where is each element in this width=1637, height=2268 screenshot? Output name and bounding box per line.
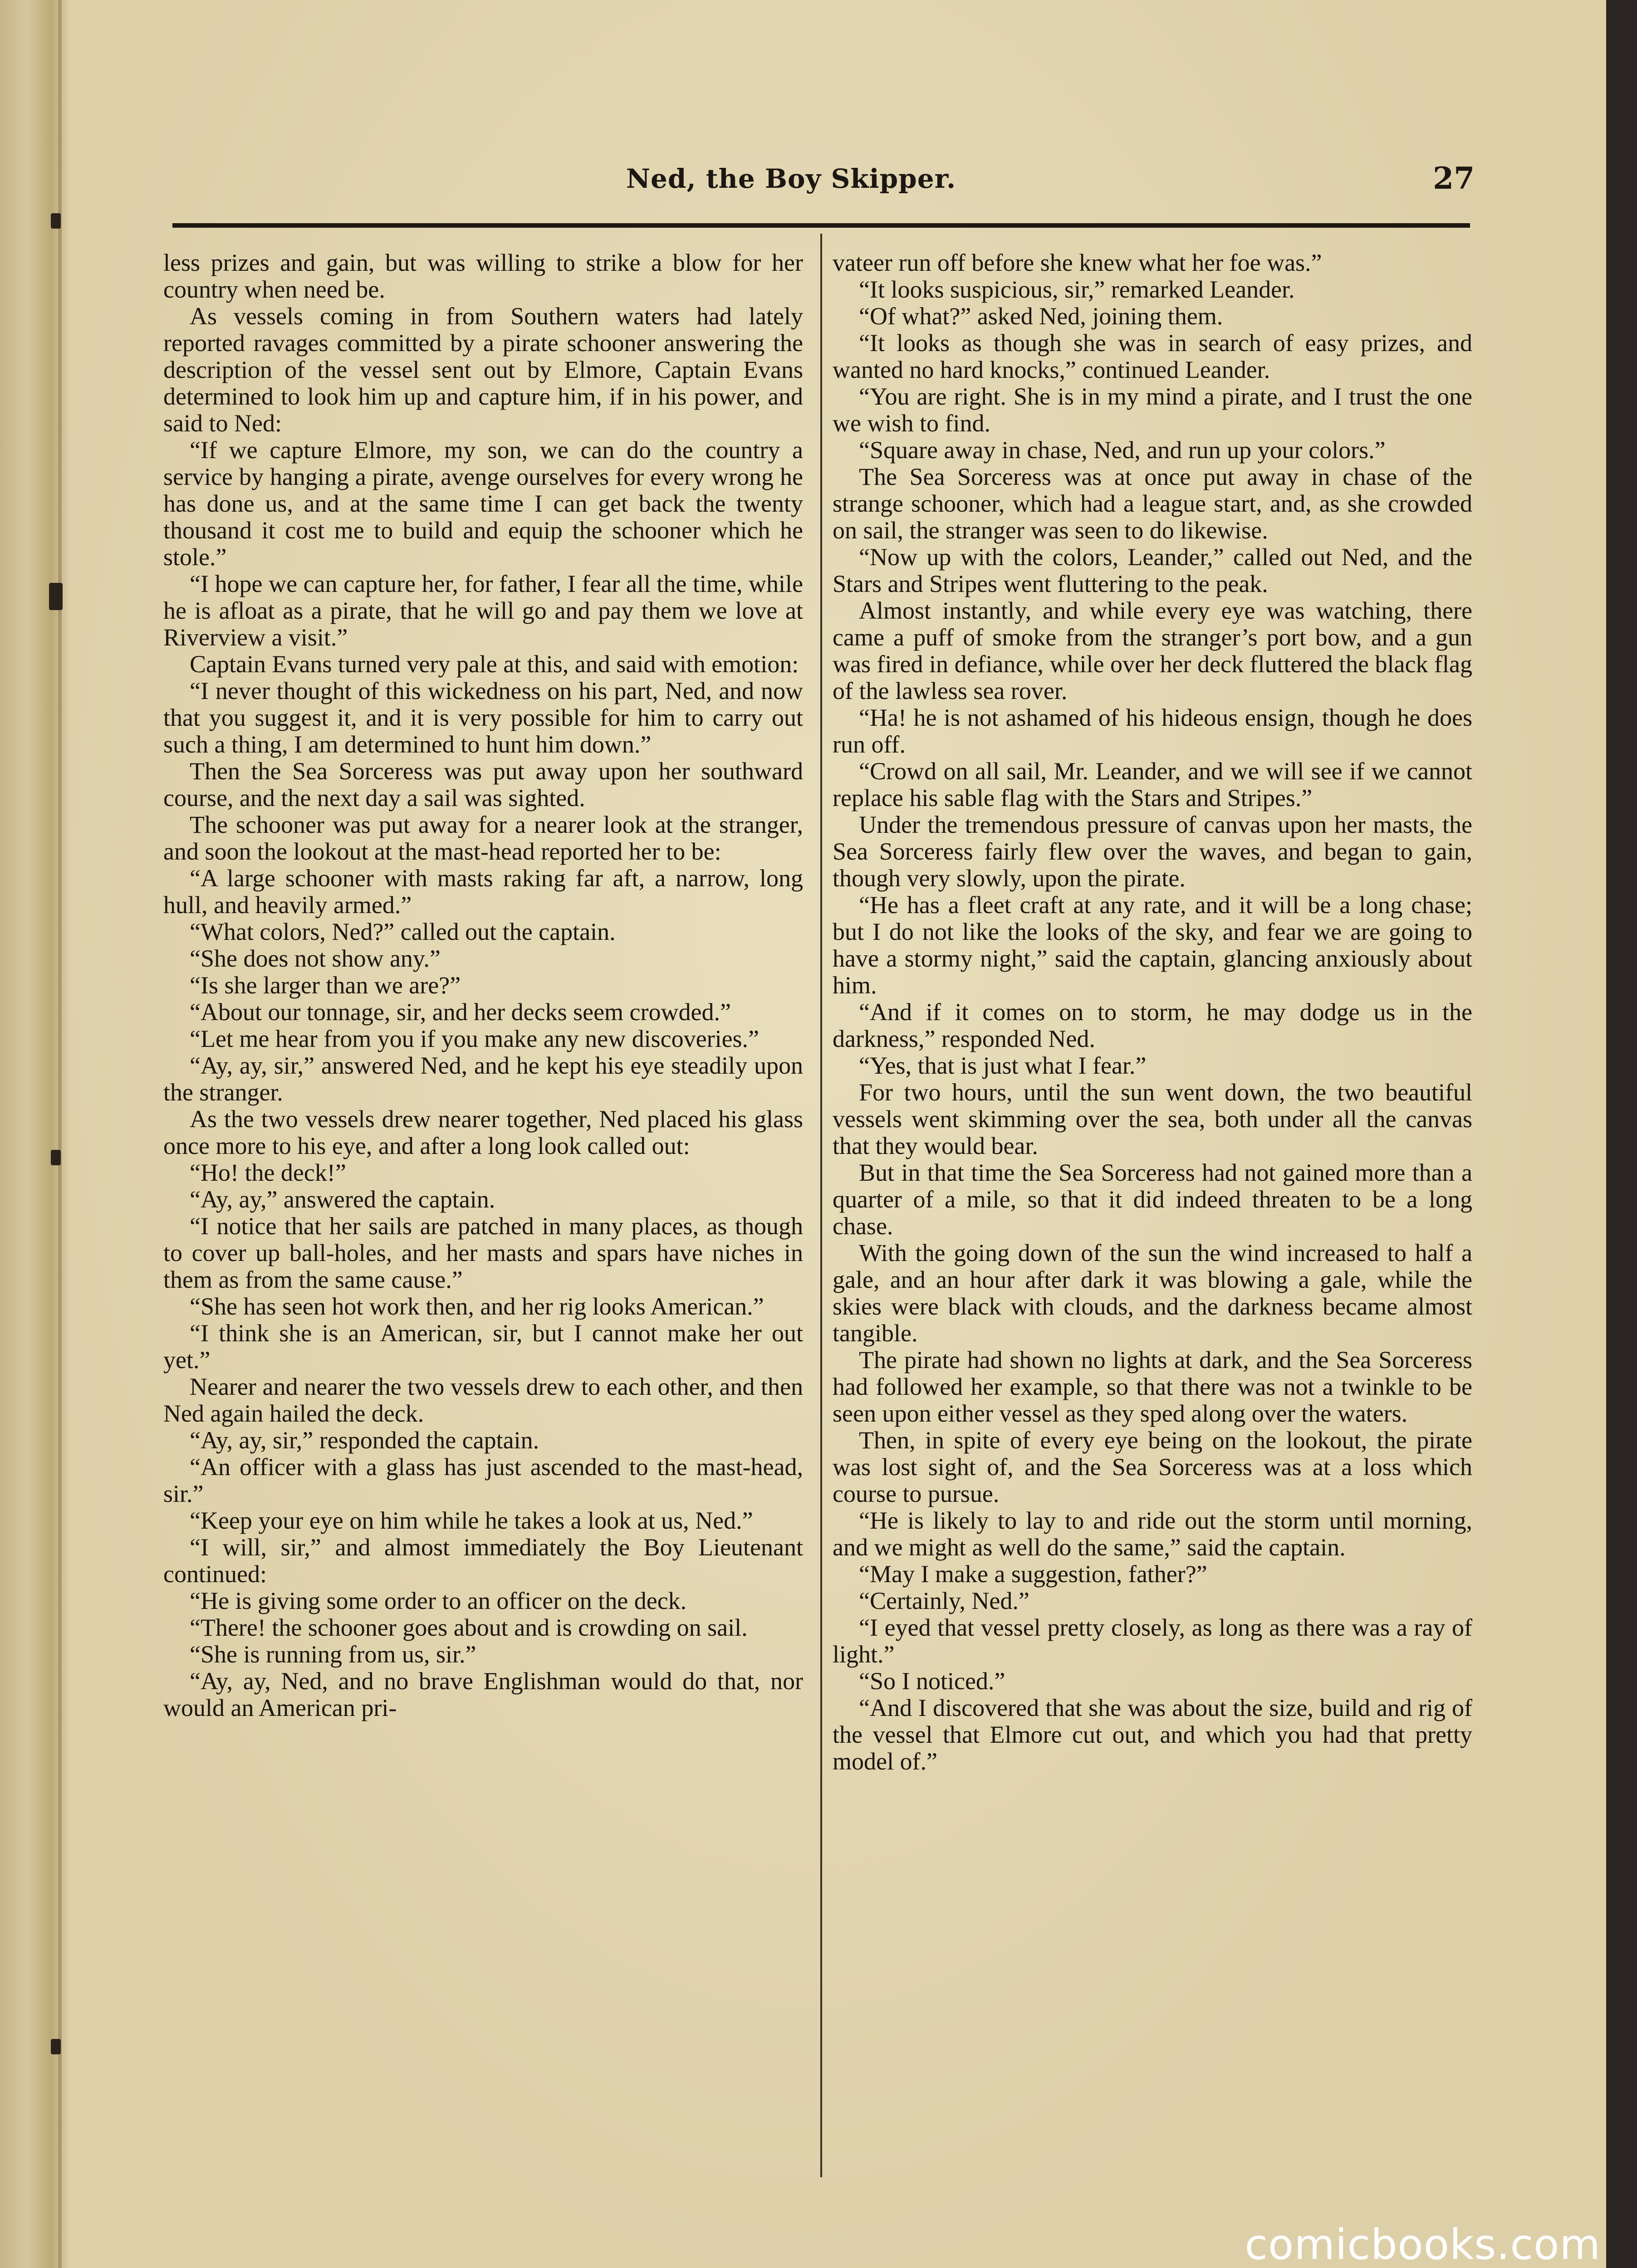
paragraph: Then the Sea Sorceress was put away upon her southward course, and the next day a sail was sighted. bbox=[163, 758, 803, 811]
paragraph: The Sea Sorceress was at once put away in chase of the strange schooner, which had a league start, and, as she crowded on sail, the stranger was seen to do likewise. bbox=[833, 463, 1472, 544]
paragraph: “Of what?” asked Ned, joining them. bbox=[859, 303, 1223, 330]
paragraph: “If we capture Elmore, my son, we can do the country a service by hanging a pirate, avenge ourselves for every wrong he has done us, and at the same time I can get back the twenty thousand it cost me to build and equip the schooner which he stole.” bbox=[163, 436, 803, 571]
paragraph: “There! the schooner goes about and is crowding on sail. bbox=[190, 1614, 748, 1641]
paragraph: “A large schooner with masts raking far aft, a narrow, long hull, and heavily armed.” bbox=[163, 865, 803, 919]
page-number: 27 bbox=[1433, 161, 1475, 196]
paragraph: Almost instantly, and while every eye was watching, there came a puff of smoke from the stranger’s port bow, and a gun was fired in defiance, while over her deck fluttered the black flag of the lawless sea rover. bbox=[833, 597, 1472, 704]
paragraph: “She is running from us, sir.” bbox=[190, 1641, 476, 1668]
paragraph: “Crowd on all sail, Mr. Leander, and we will see if we cannot replace his sable flag with the Stars and Stripes.” bbox=[833, 758, 1472, 811]
paragraph: Nearer and nearer the two vessels drew to each other, and then Ned again hailed the deck. bbox=[163, 1373, 803, 1427]
column-divider bbox=[820, 234, 822, 2177]
paragraph: “It looks suspicious, sir,” remarked Leander. bbox=[859, 276, 1295, 303]
binding-fold-line bbox=[58, 0, 62, 2268]
paragraph: “Is she larger than we are?” bbox=[190, 972, 461, 999]
paragraph: As the two vessels drew nearer together, Ned placed his glass once more to his eye, and after a long look called out: bbox=[163, 1105, 803, 1159]
paragraph: As vessels coming in from Southern waters had lately reported ravages committed by a pirate schooner answering the description of the vessel sent out by Elmore, Captain Evans determined to look him up and capture him, if in his power, and said to Ned: bbox=[163, 303, 803, 437]
paragraph: “It looks as though she was in search of easy prizes, and wanted no hard knocks,” continued Leander. bbox=[833, 329, 1472, 383]
paragraph: “He is likely to lay to and ride out the storm until morning, and we might as well do the same,” said the captain. bbox=[833, 1507, 1472, 1561]
paragraph: “So I noticed.” bbox=[859, 1667, 1005, 1695]
paragraph: “I hope we can capture her, for father, I fear all the time, while he is afloat as a pirate, that he will go and pay them we love at Riverview a visit.” bbox=[163, 570, 803, 651]
paragraph: “He has a fleet craft at any rate, and it will be a long chase; but I do not like the looks of the sky, and fear we are going to have a stormy night,” said the captain, glancing anxiously about him. bbox=[833, 891, 1472, 999]
paragraph: “May I make a suggestion, father?” bbox=[859, 1560, 1207, 1588]
right-text-column bbox=[833, 249, 1472, 1775]
paragraph: “Let me hear from you if you make any new discoveries.” bbox=[190, 1025, 760, 1052]
paragraph: “Certainly, Ned.” bbox=[859, 1587, 1029, 1614]
paragraph: “What colors, Ned?” called out the captain. bbox=[190, 918, 616, 945]
paragraph: For two hours, until the sun went down, the two beautiful vessels went skimming over the sea, both under all the canvas that they would bear. bbox=[833, 1079, 1472, 1159]
paragraph: “Ay, ay, sir,” responded the captain. bbox=[190, 1427, 539, 1454]
binding-staple bbox=[51, 213, 61, 229]
binding-staple bbox=[49, 583, 63, 610]
paragraph: “You are right. She is in my mind a pirate, and I trust the one we wish to find. bbox=[833, 383, 1472, 437]
paragraph: The pirate had shown no lights at dark, and the Sea Sorceress had followed her example, so that there was not a twinkle to be seen upon either vessel as they sped along over the waters. bbox=[833, 1346, 1472, 1427]
paragraph: “And if it comes on to storm, he may dodge us in the darkness,” responded Ned. bbox=[833, 998, 1472, 1052]
binding-staple bbox=[51, 2039, 61, 2054]
header-rule bbox=[172, 223, 1470, 228]
paragraph: “Square away in chase, Ned, and run up your colors.” bbox=[859, 436, 1386, 464]
paragraph: “I think she is an American, sir, but I cannot make her out yet.” bbox=[163, 1320, 803, 1374]
paragraph: “Keep your eye on him while he takes a look at us, Ned.” bbox=[190, 1507, 753, 1534]
page-header bbox=[168, 163, 1475, 218]
paragraph: “I eyed that vessel pretty closely, as long as there was a ray of light.” bbox=[833, 1614, 1472, 1668]
running-head: Ned, the Boy Skipper. bbox=[626, 163, 956, 194]
paragraph: The schooner was put away for a nearer look at the stranger, and soon the lookout at the mast-head reported her to be: bbox=[163, 811, 803, 865]
paragraph: “Now up with the colors, Leander,” called out Ned, and the Stars and Stripes went fluttering to the peak. bbox=[833, 543, 1472, 597]
paragraph: “An officer with a glass has just ascended to the mast-head, sir.” bbox=[163, 1453, 803, 1507]
paragraph: less prizes and gain, but was willing to strike a blow for her country when need be. bbox=[163, 249, 803, 303]
page-edge bbox=[1606, 0, 1637, 2268]
paragraph: vateer run off before she knew what her foe was.” bbox=[833, 249, 1322, 276]
paragraph: Captain Evans turned very pale at this, and said with emotion: bbox=[190, 650, 799, 678]
paragraph: “Yes, that is just what I fear.” bbox=[859, 1052, 1147, 1079]
paragraph: But in that time the Sea Sorceress had not gained more than a quarter of a mile, so that it did indeed threaten to be a long chase. bbox=[833, 1159, 1472, 1240]
paragraph: “I will, sir,” and almost immediately the Boy Lieutenant continued: bbox=[163, 1534, 803, 1588]
paragraph: “And I discovered that she was about the size, build and rig of the vessel that Elmore cut out, and which you had that pretty model of.” bbox=[833, 1694, 1472, 1775]
paragraph: “About our tonnage, sir, and her decks seem crowded.” bbox=[190, 998, 731, 1026]
paragraph: With the going down of the sun the wind increased to half a gale, and an hour after dark it was blowing a gale, while the skies were black with clouds, and the darkness became almost tangible. bbox=[833, 1239, 1472, 1347]
paragraph: “She has seen hot work then, and her rig looks American.” bbox=[190, 1293, 764, 1320]
paragraph: “He is giving some order to an officer on the deck. bbox=[190, 1587, 687, 1614]
binding-staple bbox=[51, 1150, 61, 1165]
paragraph: “She does not show any.” bbox=[190, 945, 441, 972]
paragraph: “Ha! he is not ashamed of his hideous ensign, though he does run off. bbox=[833, 704, 1472, 758]
paragraph: “Ay, ay, Ned, and no brave Englishman would do that, nor would an American pri- bbox=[163, 1667, 803, 1721]
watermark-text: comicbooks.com bbox=[1245, 2220, 1601, 2268]
paragraph: Under the tremendous pressure of canvas upon her masts, the Sea Sorceress fairly flew over the waves, and began to gain, though very slowly, upon the pirate. bbox=[833, 811, 1472, 892]
left-text-column bbox=[163, 249, 803, 1721]
paragraph: “Ay, ay,” answered the captain. bbox=[190, 1186, 495, 1213]
paragraph: “Ho! the deck!” bbox=[190, 1159, 346, 1186]
paragraph: “I notice that her sails are patched in many places, as though to cover up ball-holes, and her masts and spars have niches in them as from the same cause.” bbox=[163, 1212, 803, 1293]
paragraph: “Ay, ay, sir,” answered Ned, and he kept his eye steadily upon the stranger. bbox=[163, 1052, 803, 1106]
paragraph: “I never thought of this wickedness on his part, Ned, and now that you suggest it, and it is very possible for him to carry out such a thing, I am determined to hunt him down.” bbox=[163, 677, 803, 758]
paragraph: Then, in spite of every eye being on the lookout, the pirate was lost sight of, and the Sea Sorceress was at a loss which course to pursue. bbox=[833, 1427, 1472, 1507]
